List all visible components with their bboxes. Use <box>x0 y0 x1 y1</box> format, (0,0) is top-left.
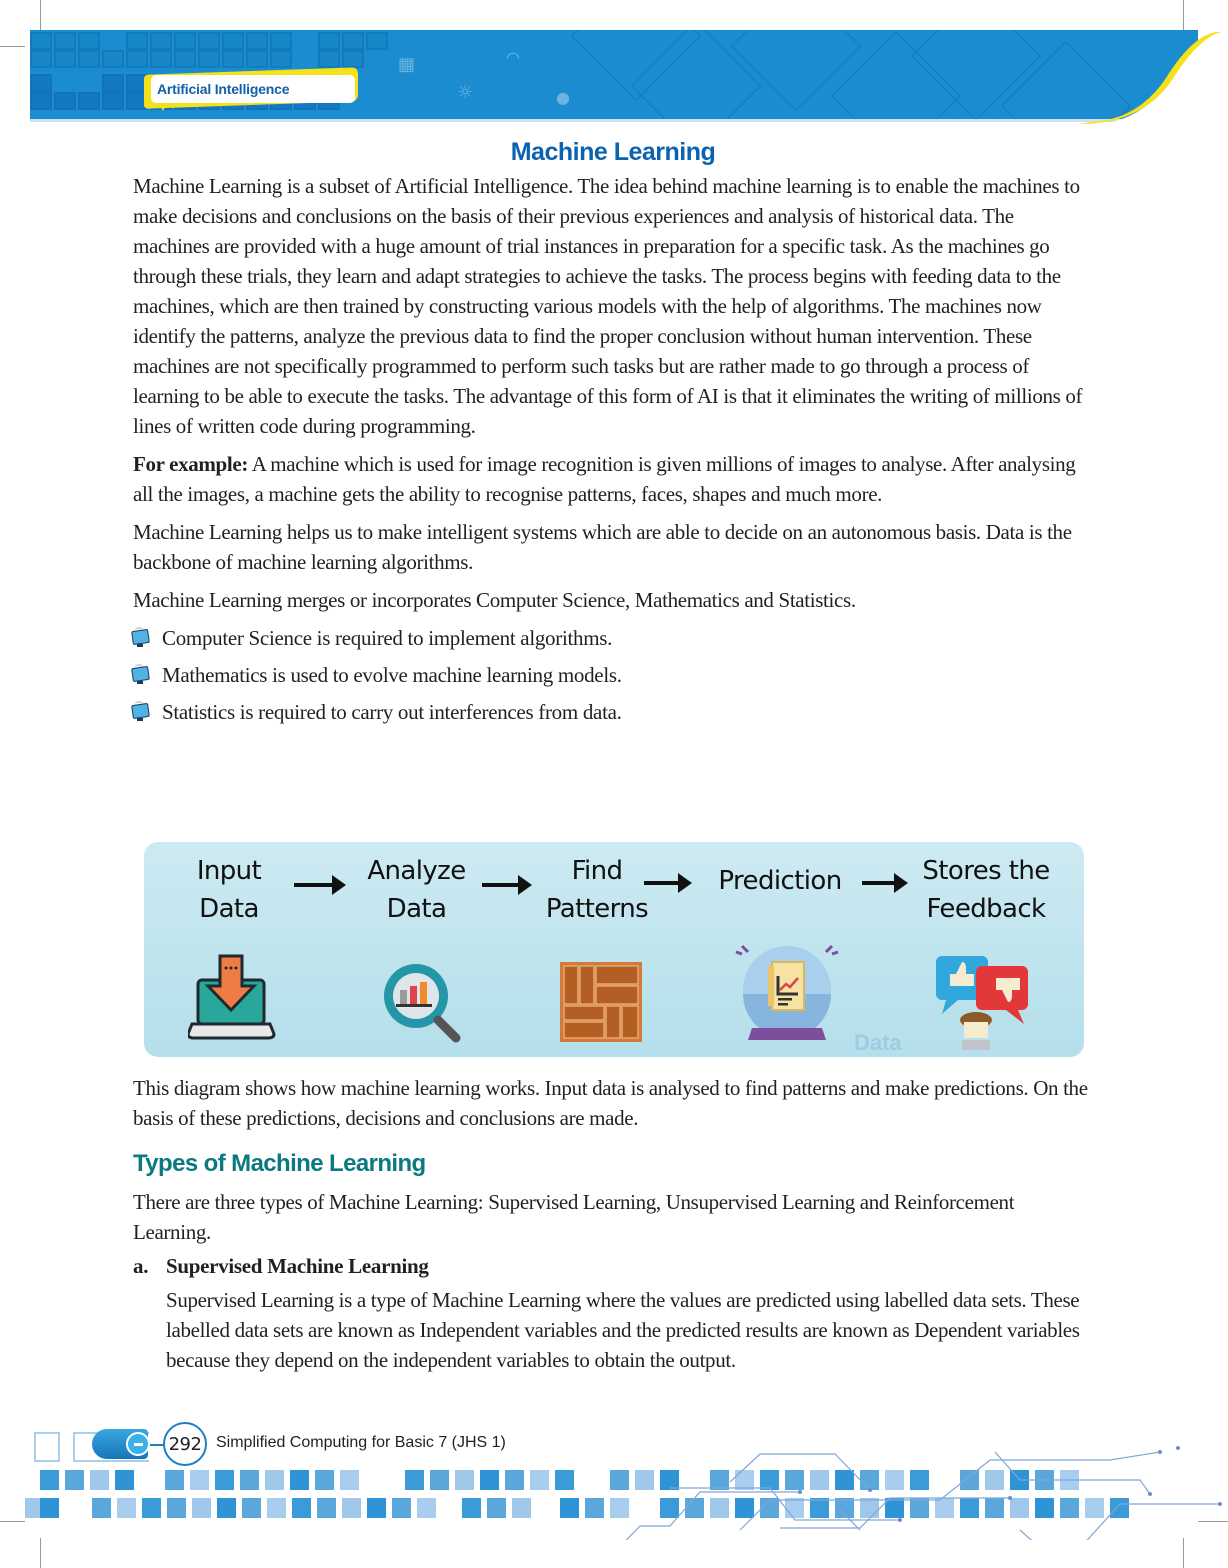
header-square <box>54 32 76 50</box>
header-square <box>222 32 244 50</box>
globe-icon: ● <box>556 88 570 107</box>
footer-square <box>215 1470 234 1490</box>
intro-paragraph: Machine Learning is a subset of Artificial Intelligence. The idea behind machine learning is to enable the machines to make decisions and conclusions on the basis of their previous experiences and analysis of historical data. The machines are provided with a huge amount of trial instances in preparation for a specific task. As the machines go through these trials, they learn and adapt strategies to achieve the tasks. The process begins with feeding data to the machines, which are then trained by constructing various models with the help of algorithms. The machines now identify the patterns, analyze the previous data to find the proper conclusion without human intervention. These machines are not specifically programmed to perform such tasks but are rather made to go through a process of learning to be able to execute the tasks. The advantage of this form of AI is that it eliminates the writing of millions of lines of written code during programming. <box>133 174 1083 438</box>
footer-square <box>242 1498 261 1518</box>
lightbulb-icon: ☼ <box>457 82 474 103</box>
footer-square <box>265 1470 284 1490</box>
footer-square <box>90 1470 109 1490</box>
flow-arrow <box>482 883 522 887</box>
list-item <box>133 619 1093 656</box>
header-square <box>150 50 172 68</box>
step-input-data <box>174 852 284 928</box>
footer-square <box>217 1498 236 1518</box>
pattern-grid-icon <box>560 962 642 1044</box>
footer-square <box>430 1470 449 1490</box>
merges-paragraph: Machine Learning merges or incorporates Computer Science, Mathematics and Statistics. <box>133 588 856 612</box>
step-label: Data <box>386 894 447 924</box>
step-label: Feedback <box>926 894 1046 924</box>
header-square <box>198 32 220 50</box>
example-label: For example: <box>133 452 248 476</box>
header-square <box>126 50 148 68</box>
footer-square <box>560 1498 579 1518</box>
header-square <box>222 50 244 68</box>
header-square <box>102 50 124 68</box>
list-item-text: Statistics is required to carry out interferences from data. <box>162 699 622 724</box>
header-square <box>30 32 52 50</box>
header-square <box>366 32 388 50</box>
list-item-text: Computer Science is required to implement algorithms. <box>162 625 613 650</box>
example-paragraph <box>133 449 1093 509</box>
footer-square <box>290 1470 309 1490</box>
footer-square <box>190 1470 209 1490</box>
footer-connector <box>150 1444 164 1446</box>
step-label: Stores the <box>922 856 1050 886</box>
footer-square <box>240 1470 259 1490</box>
header-square <box>30 74 52 92</box>
header-square <box>54 92 76 110</box>
header-square <box>102 74 124 92</box>
page-title: Machine Learning <box>510 138 716 166</box>
list-item-text: Mathematics is used to evolve machine learning models. <box>162 662 622 687</box>
computer-mascot-bullet-icon <box>129 664 151 686</box>
footer-square <box>480 1470 499 1490</box>
list-item <box>133 693 1093 730</box>
footer-square <box>512 1498 531 1518</box>
footer-square <box>505 1470 524 1490</box>
footer-decor-box <box>34 1432 60 1462</box>
footer-square <box>117 1498 136 1518</box>
footer-square <box>192 1498 211 1518</box>
step-prediction <box>700 862 860 900</box>
disciplines-list <box>133 619 1093 730</box>
crystal-ball-report-icon <box>732 938 842 1048</box>
footer-square <box>167 1498 186 1518</box>
subsection-text: Supervised Learning is a type of Machine Learning where the values are predicted using labelled data sets. These labelled data sets are known as Independent variables and the predicted results are known as Dependent variables because they depend on the independent variables to obtain the output. <box>166 1288 1080 1372</box>
footer-square <box>92 1498 111 1518</box>
magnifier-chart-icon <box>380 960 470 1050</box>
footer-square <box>367 1498 386 1518</box>
step-find-patterns <box>532 852 662 928</box>
page-number: 292 <box>163 1422 207 1466</box>
footer-square <box>315 1470 334 1490</box>
footer-square <box>555 1470 574 1490</box>
wifi-icon: ◠ <box>506 48 520 67</box>
minus-icon <box>126 1432 150 1456</box>
footer-square <box>392 1498 411 1518</box>
calculator-icon: ▦ <box>398 54 416 75</box>
header-square <box>78 92 100 110</box>
header-square <box>318 50 340 68</box>
header-square <box>78 32 100 50</box>
header-square <box>174 32 196 50</box>
footer-square <box>142 1498 161 1518</box>
step-label: Find <box>571 856 623 886</box>
step-analyze-data <box>354 852 479 928</box>
header-square <box>198 50 220 68</box>
header-square <box>54 50 76 68</box>
header-square <box>78 50 100 68</box>
header-square <box>270 50 292 68</box>
header-square <box>30 50 52 68</box>
header-square <box>270 32 292 50</box>
header-band-shadow <box>30 119 1198 122</box>
flow-arrow <box>862 881 898 885</box>
flow-arrow <box>294 883 336 887</box>
footer-square <box>340 1470 359 1490</box>
header-square <box>318 32 340 50</box>
header-square <box>102 92 124 110</box>
subsection-supervised <box>133 1251 1093 1281</box>
list-item <box>133 656 1093 693</box>
crop-mark <box>1183 1538 1184 1568</box>
footer-square <box>40 1498 59 1518</box>
computer-mascot-bullet-icon <box>129 701 151 723</box>
header-square <box>150 32 172 50</box>
footer-circuit-decor <box>600 1430 1228 1540</box>
header-square <box>246 32 268 50</box>
book-title: Simplified Computing for Basic 7 (JHS 1) <box>216 1434 506 1451</box>
step-label: Input <box>196 856 262 886</box>
header-square <box>30 92 52 110</box>
page-content-lower <box>133 1073 1093 1383</box>
crop-mark <box>0 46 25 47</box>
computer-mascot-bullet-icon <box>129 627 151 649</box>
footer-square <box>462 1498 481 1518</box>
chapter-tag-label: Artificial Intelligence <box>157 81 290 97</box>
footer-square <box>317 1498 336 1518</box>
footer-square <box>267 1498 286 1518</box>
footer-square <box>342 1498 361 1518</box>
ml-process-diagram <box>144 842 1084 1057</box>
page-content <box>133 138 1093 730</box>
header-square <box>342 50 364 68</box>
crop-mark <box>40 1538 41 1568</box>
footer-square <box>455 1470 474 1490</box>
header-wave-decor <box>1080 30 1228 126</box>
chapter-tag-label-box <box>151 75 355 103</box>
crop-mark <box>1183 0 1184 30</box>
footer-square <box>530 1470 549 1490</box>
header-square <box>126 32 148 50</box>
step-label: Prediction <box>718 866 842 896</box>
flow-arrow <box>644 881 682 885</box>
laptop-download-icon <box>188 952 278 1042</box>
diagram-caption: This diagram shows how machine learning works. Input data is analysed to find patterns and make predictions. On the basis of these predictions, decisions and conclusions are made. <box>133 1076 1088 1130</box>
step-label: Data <box>199 894 259 924</box>
footer-square <box>405 1470 424 1490</box>
footer-square <box>417 1498 436 1518</box>
footer-square <box>115 1470 134 1490</box>
footer-square <box>65 1470 84 1490</box>
types-paragraph: There are three types of Machine Learning: Supervised Learning, Unsupervised Learning and Reinforcement Learning. <box>133 1190 1015 1244</box>
footer-square <box>487 1498 506 1518</box>
subsection-marker: a. <box>133 1254 149 1278</box>
step-label: Analyze <box>367 856 466 886</box>
footer-square <box>40 1470 59 1490</box>
diagram-watermark: Data <box>854 1030 902 1055</box>
footer-square <box>292 1498 311 1518</box>
step-label: Patterns <box>545 894 649 924</box>
header-square <box>342 32 364 50</box>
step-stores-feedback <box>906 852 1066 928</box>
footer-square <box>165 1470 184 1490</box>
section-heading: Types of Machine Learning <box>133 1150 426 1177</box>
systems-paragraph: Machine Learning helps us to make intelligent systems which are able to decide on an autonomous basis. Data is the backbone of machine learning algorithms. <box>133 520 1072 574</box>
header-square <box>246 50 268 68</box>
subsection-title: Supervised Machine Learning <box>166 1254 429 1278</box>
example-text: A machine which is used for image recognition is given millions of images to analyse. After analysing all the images, a machine gets the ability to recognise patterns, faces, shapes and much more. <box>133 452 1076 506</box>
feedback-thumbs-icon <box>932 952 1032 1052</box>
header-square <box>174 50 196 68</box>
